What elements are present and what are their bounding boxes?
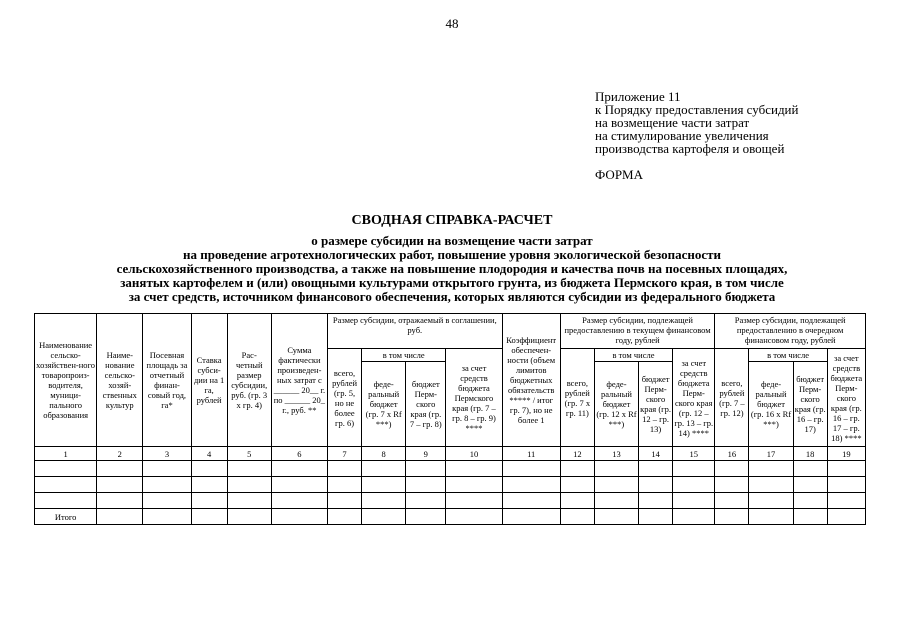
table-cell — [502, 493, 560, 509]
column-number: 3 — [143, 447, 191, 461]
header-regional-15: за счет средств бюджета Перм-ского края (гр. 12 – гр. 13 – гр. 14) **** — [673, 349, 715, 447]
subtitle-line: о размере субсидии на возмещение части затрат — [311, 233, 593, 248]
table-cell — [793, 493, 827, 509]
table-cell — [191, 477, 227, 493]
document-subtitle — [0, 234, 904, 304]
table-cell — [362, 509, 406, 525]
table-cell — [749, 461, 793, 477]
column-number: 14 — [639, 447, 673, 461]
column-number: 10 — [446, 447, 502, 461]
header-group-agreement: Размер субсидии, отражаемый в соглашении, руб. — [327, 314, 502, 349]
table-cell — [446, 493, 502, 509]
table-cell — [143, 493, 191, 509]
table-cell — [227, 493, 271, 509]
table-cell — [327, 477, 361, 493]
header-perm-14: бюджет Перм-ского края (гр. 12 – гр. 13) — [639, 362, 673, 447]
table-cell — [673, 477, 715, 493]
column-number: 1 — [35, 447, 97, 461]
header-group-current-year: Размер субсидии, подлежащей предоставлению в текущем финансовом году, рублей — [560, 314, 715, 349]
table-cell — [793, 477, 827, 493]
header-perm-9: бюджет Перм-ского края (гр. 7 – гр. 8) — [406, 362, 446, 447]
table-cell — [594, 493, 638, 509]
table-cell — [227, 509, 271, 525]
table-cell — [271, 477, 327, 493]
table-cell — [227, 477, 271, 493]
table-cell — [594, 461, 638, 477]
table-cell — [362, 461, 406, 477]
header-including: в том числе — [594, 349, 672, 362]
table-cell — [749, 493, 793, 509]
column-number: 8 — [362, 447, 406, 461]
table-cell — [827, 461, 865, 477]
total-row — [35, 509, 866, 525]
header-crops: Наиме-нование сельско-хозяй-ственных культур — [97, 314, 143, 447]
table-cell — [715, 493, 749, 509]
column-number: 6 — [271, 447, 327, 461]
subtitle-line: на проведение агротехнологических работ, повышение уровня экологической безопасности — [183, 247, 721, 262]
table-cell — [227, 461, 271, 477]
table-cell — [827, 493, 865, 509]
table-cell — [35, 461, 97, 477]
header-producer: Наименование сельско-хозяйствен-ного товаропроиз-водителя, муници-пального образования — [35, 314, 97, 447]
header-area: Посевная площадь за отчетный финан-совый год, га* — [143, 314, 191, 447]
table-cell — [639, 461, 673, 477]
table-cell — [35, 477, 97, 493]
table-cell — [793, 509, 827, 525]
table-cell — [827, 509, 865, 525]
column-number: 5 — [227, 447, 271, 461]
table-cell — [715, 477, 749, 493]
column-number: 12 — [560, 447, 594, 461]
table-cell — [271, 461, 327, 477]
table-cell — [271, 493, 327, 509]
table-row — [35, 461, 866, 477]
table-cell — [560, 493, 594, 509]
header-coefficient: Коэффициент обеспечен-ности (объем лимитов бюджетных обязательств ***** / итог гр. 7), но не более 1 — [502, 314, 560, 447]
header-perm-18: бюджет Перм-ского края (гр. 16 – гр. 17) — [793, 362, 827, 447]
header-including: в том числе — [362, 349, 446, 362]
subtitle-line: занятых картофелем и (или) овощными культурами открытого грунта, из бюджета Пермского края, в том числе — [120, 275, 784, 290]
header-federal-13: феде-ральный бюджет (гр. 12 х Rf ***) — [594, 362, 638, 447]
table-cell — [502, 477, 560, 493]
table-cell — [639, 509, 673, 525]
subtitle-line: сельскохозяйственного производства, а также на повышение плодородия и качества почв на посевных площадях, — [116, 261, 788, 276]
annex-line: производства картофеля и овощей — [595, 141, 785, 156]
table-cell — [327, 509, 361, 525]
annex-block — [595, 90, 798, 155]
annex-line: на стимулирование увеличения — [595, 128, 769, 143]
table-cell — [749, 509, 793, 525]
column-number: 18 — [793, 447, 827, 461]
header-total-12: всего, рублей (гр. 7 х гр. 11) — [560, 349, 594, 447]
table-cell — [502, 461, 560, 477]
table-cell — [362, 493, 406, 509]
table-cell — [446, 477, 502, 493]
header-actual-costs: Сумма фактически произведен-ных затрат с ______ 20__ г. по ______ 20_ г., руб. ** — [271, 314, 327, 447]
header-including: в том числе — [749, 349, 827, 362]
table-cell — [560, 509, 594, 525]
annex-line: к Порядку предоставления субсидий — [595, 102, 799, 117]
page-number: 48 — [445, 16, 459, 31]
header-group-next-year: Размер субсидии, подлежащей предоставлению в очередном финансовом году, рублей — [715, 314, 866, 349]
column-number-row — [35, 447, 866, 461]
table-cell — [191, 461, 227, 477]
table-cell — [560, 477, 594, 493]
table-cell — [97, 477, 143, 493]
annex-line: Приложение 11 — [595, 89, 681, 104]
table-row — [35, 493, 866, 509]
table-cell — [673, 493, 715, 509]
calculation-table — [34, 313, 866, 525]
table-cell — [715, 509, 749, 525]
table-cell — [827, 477, 865, 493]
header-regional-19: за счет средств бюджета Перм-ского края (гр. 16 – гр. 17 – гр. 18) **** — [827, 349, 865, 447]
document-title: СВОДНАЯ СПРАВКА-РАСЧЕТ — [351, 213, 553, 228]
annex-line: на возмещение части затрат — [595, 115, 750, 130]
table-cell — [715, 461, 749, 477]
table-cell — [446, 509, 502, 525]
table-cell — [406, 509, 446, 525]
table-cell — [639, 477, 673, 493]
table-cell — [35, 493, 97, 509]
header-total-16: всего, рублей (гр. 7 – гр. 12) — [715, 349, 749, 447]
table-cell — [143, 477, 191, 493]
header-federal-17: феде-ральный бюджет (гр. 16 х Rf ***) — [749, 362, 793, 447]
table-cell — [560, 461, 594, 477]
table-cell — [271, 509, 327, 525]
table-cell — [406, 461, 446, 477]
header-total-7: всего, рублей (гр. 5, но не более гр. 6) — [327, 349, 361, 447]
table-cell — [673, 461, 715, 477]
table-cell — [793, 461, 827, 477]
column-number: 15 — [673, 447, 715, 461]
column-number: 17 — [749, 447, 793, 461]
table-cell — [97, 461, 143, 477]
table-cell — [143, 461, 191, 477]
table-cell — [673, 509, 715, 525]
table-cell — [406, 477, 446, 493]
table-cell — [143, 509, 191, 525]
header-rate: Ставка субси-дии на 1 га, рублей — [191, 314, 227, 447]
column-number: 2 — [97, 447, 143, 461]
table-cell — [327, 461, 361, 477]
column-number: 16 — [715, 447, 749, 461]
table-row — [35, 477, 866, 493]
table-cell — [97, 493, 143, 509]
table-cell — [502, 509, 560, 525]
table-cell — [594, 477, 638, 493]
column-number: 4 — [191, 447, 227, 461]
form-label: ФОРМА — [595, 167, 643, 182]
column-number: 13 — [594, 447, 638, 461]
table-cell — [327, 493, 361, 509]
column-number: 7 — [327, 447, 361, 461]
table-cell — [97, 509, 143, 525]
subtitle-line: за счет средств, источником финансового обеспечения, которых являются субсидии из федерального бюджета — [128, 289, 776, 304]
header-regional-10: за счет средств бюджета Пермского края (гр. 7 – гр. 8 – гр. 9) **** — [446, 349, 502, 447]
table-cell — [749, 477, 793, 493]
table-cell — [594, 509, 638, 525]
table-cell — [446, 461, 502, 477]
header-calc-subsidy: Рас-четный размер субсидии, руб. (гр. 3 х гр. 4) — [227, 314, 271, 447]
table-cell — [191, 493, 227, 509]
table-cell — [639, 493, 673, 509]
table-cell — [362, 477, 406, 493]
column-number: 11 — [502, 447, 560, 461]
table-cell — [406, 493, 446, 509]
column-number: 9 — [406, 447, 446, 461]
table-cell — [191, 509, 227, 525]
column-number: 19 — [827, 447, 865, 461]
header-federal-8: феде-ральный бюджет (гр. 7 х Rf ***) — [362, 362, 406, 447]
total-label: Итого — [35, 509, 97, 525]
